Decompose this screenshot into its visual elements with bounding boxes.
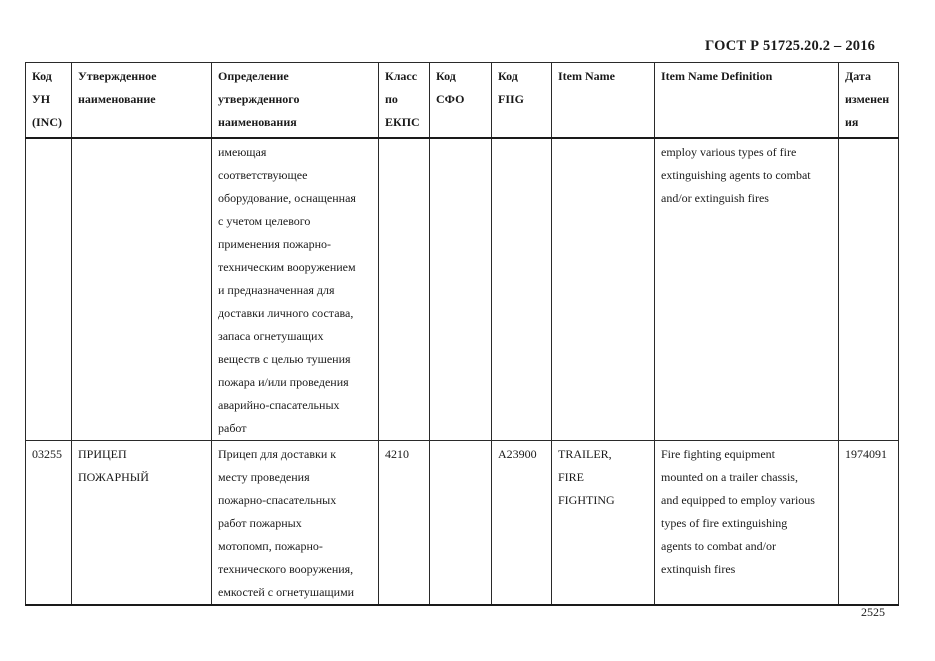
cell-text-line: пожарно-спасательных <box>218 492 337 507</box>
item-name-definition-cell <box>655 138 839 441</box>
definition-cell <box>212 138 379 441</box>
cell-text-line: Прицеп для доставки к <box>218 446 337 461</box>
sfo-cell <box>430 440 492 605</box>
cell-text-line: техническим вооружением <box>218 259 356 274</box>
cell-text-line: and equipped to employ various <box>661 492 815 507</box>
cell-text-line: доставки личного состава, <box>218 305 354 320</box>
table-row <box>26 138 899 441</box>
item-name-definition-cell <box>655 440 839 605</box>
header-text-line: Определение <box>218 69 289 83</box>
header-text-line: УН <box>32 92 51 106</box>
cell-text-line: мотопомп, пожарно- <box>218 538 323 553</box>
cell-text-line: запаса огнетушащих <box>218 328 324 343</box>
cell-text-line: extinquish fires <box>661 561 736 576</box>
document-standard-header: ГОСТ Р 51725.20.2 – 2016 <box>705 38 876 54</box>
approved-name-cell <box>72 138 212 441</box>
cell-text-line: емкостей с огнетушащими <box>218 584 355 599</box>
sfo-cell <box>430 138 492 441</box>
header-text-line: утвержденного <box>218 92 300 106</box>
class-cell <box>379 138 430 441</box>
cell-text-line: имеющая <box>218 144 267 159</box>
cell-text-line: Fire fighting equipment <box>661 446 775 461</box>
cell-text-line: применения пожарно- <box>218 236 332 251</box>
definition-cell <box>212 440 379 605</box>
header-text-line: по <box>385 92 398 106</box>
table-header-row <box>26 63 899 138</box>
header-text-line: ЕКПС <box>385 115 420 129</box>
header-text-line: (INC) <box>32 115 62 129</box>
header-col-fiig <box>492 63 552 138</box>
header-col-sfo <box>430 63 492 138</box>
cell-text-line: FIGHTING <box>558 492 615 507</box>
cell-text-line: соответствующее <box>218 167 308 182</box>
cell-text-line: agents to combat and/or <box>661 538 776 553</box>
cell-text-line: аварийно-спасательных <box>218 397 340 412</box>
header-col-class <box>379 63 430 138</box>
fiig-cell: A23900 <box>492 440 552 605</box>
header-col-item-name <box>552 63 655 138</box>
header-col-approved-name <box>72 63 212 138</box>
header-text-line: наименования <box>218 115 297 129</box>
header-text-line: Код <box>32 69 52 83</box>
cell-text-line: mounted on a trailer chassis, <box>661 469 798 484</box>
cell-text-line: and/or extinguish fires <box>661 190 769 205</box>
cell-text-line: extinguishing agents to combat <box>661 167 811 182</box>
header-text-line: СФО <box>436 92 465 106</box>
cell-text-line: TRAILER, <box>558 446 612 461</box>
header-text-line: Item Name Definition <box>661 69 773 83</box>
inc-cell <box>26 138 72 441</box>
fiig-cell <box>492 138 552 441</box>
cell-text-line: ПОЖАРНЫЙ <box>78 469 149 484</box>
header-text-line: наименование <box>78 92 156 106</box>
inc-cell: 03255 <box>26 440 72 605</box>
cell-text-line: с учетом целевого <box>218 213 311 228</box>
header-text-line: Код <box>436 69 456 83</box>
cell-text-line: работ <box>218 420 247 435</box>
header-col-definition <box>212 63 379 138</box>
cell-text-line: месту проведения <box>218 469 310 484</box>
header-text-line: FIIG <box>498 92 525 106</box>
header-text-line: Дата <box>845 69 871 83</box>
header-text-line: Класс <box>385 69 418 83</box>
cell-text-line: types of fire extinguishing <box>661 515 788 530</box>
cell-text-line: работ пожарных <box>218 515 302 530</box>
catalog-table <box>25 62 899 606</box>
header-text-line: Item Name <box>558 69 615 83</box>
header-col-inc <box>26 63 72 138</box>
page-number: 2525 <box>861 605 885 619</box>
cell-text-line: технического вооружения, <box>218 561 354 576</box>
change-date-cell <box>839 138 899 441</box>
header-col-change-date <box>839 63 899 138</box>
item-name-cell <box>552 138 655 441</box>
table-row <box>26 440 899 605</box>
cell-text-line: веществ с целью тушения <box>218 351 351 366</box>
change-date-cell: 1974091 <box>839 440 899 605</box>
item-name-cell <box>552 440 655 605</box>
cell-text-line: пожара и/или проведения <box>218 374 349 389</box>
cell-text-line: employ various types of fire <box>661 144 797 159</box>
approved-name-cell <box>72 440 212 605</box>
header-text-line: ия <box>845 115 859 129</box>
header-text-line: Код <box>498 69 518 83</box>
cell-text-line: оборудование, оснащенная <box>218 190 356 205</box>
header-col-item-name-definition <box>655 63 839 138</box>
header-text-line: изменен <box>845 92 890 106</box>
class-cell: 4210 <box>379 440 430 605</box>
cell-text-line: ПРИЦЕП <box>78 446 127 461</box>
header-text-line: Утвержденное <box>78 69 157 83</box>
cell-text-line: и предназначенная для <box>218 282 335 297</box>
cell-text-line: FIRE <box>558 469 585 484</box>
